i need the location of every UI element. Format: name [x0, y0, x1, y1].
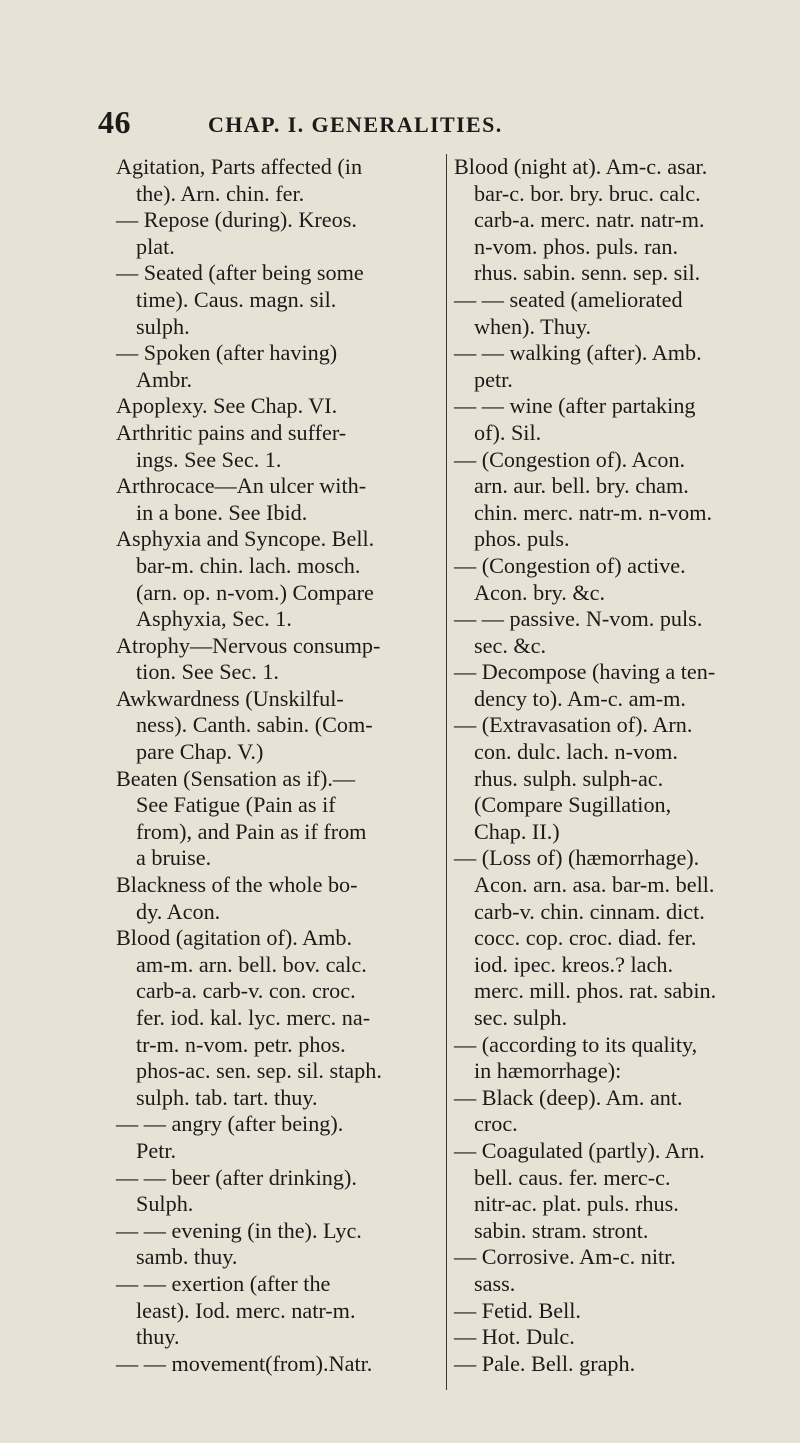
text-line: bar-c. bor. bry. bruc. calc.	[474, 180, 701, 206]
text-line: Apoplexy. See Chap. VI.	[116, 393, 338, 419]
text-line: — (Congestion of). Acon.	[454, 446, 686, 472]
text-line: sulph.	[136, 313, 190, 339]
text-line: least). Iod. merc. natr-m.	[136, 1297, 356, 1323]
text-line: of). Sil.	[474, 419, 542, 445]
text-line: pare Chap. V.)	[136, 739, 264, 765]
text-line: — — passive. N-vom. puls.	[454, 606, 703, 632]
text-line: carb-v. chin. cinnam. dict.	[474, 898, 705, 924]
text-line: sulph. tab. tart. thuy.	[136, 1084, 318, 1110]
text-line: — (Loss of) (hæmorrhage).	[454, 845, 700, 871]
text-line: — — wine (after partaking	[454, 393, 696, 419]
text-line: Blood (agitation of). Amb.	[116, 925, 353, 951]
text-line: — — movement(from).Natr.	[116, 1350, 373, 1376]
text-line: — Pale. Bell. graph.	[454, 1350, 636, 1376]
text-line: — Decompose (having a ten-	[454, 659, 716, 685]
text-line: (arn. op. n-vom.) Compare	[136, 579, 374, 605]
text-line: sass.	[474, 1270, 516, 1296]
text-line: Ambr.	[136, 366, 193, 392]
text-line: Arthrocace—An ulcer with-	[116, 473, 367, 499]
text-line: — Corrosive. Am-c. nitr.	[454, 1244, 676, 1270]
text-line: thuy.	[136, 1324, 180, 1350]
text-line: in hæmorrhage):	[474, 1058, 622, 1084]
text-line: Agitation, Parts affected (in	[116, 154, 363, 179]
text-line: arn. aur. bell. bry. cham.	[474, 473, 689, 499]
text-line: (Compare Sugillation,	[474, 792, 672, 818]
text-line: — Black (deep). Am. ant.	[454, 1084, 683, 1110]
text-line: sec. sulph.	[474, 1005, 568, 1030]
text-line: Beaten (Sensation as if).—	[116, 765, 356, 791]
text-line: phos. puls.	[474, 526, 570, 552]
text-line: Awkwardness (Unskilful-	[116, 685, 344, 711]
text-line: bar-m. chin. lach. mosch.	[136, 552, 361, 578]
text-line: in a bone. See Ibid.	[136, 499, 308, 525]
text-line: when). Thuy.	[474, 313, 592, 339]
text-line: iod. ipec. kreos.? lach.	[474, 951, 673, 977]
text-line: plat.	[136, 233, 175, 259]
text-line: carb-a. merc. natr. natr-m.	[474, 207, 705, 233]
text-line: ness). Canth. sabin. (Com-	[136, 712, 373, 738]
right-column	[454, 154, 792, 1377]
text-line: nitr-ac. plat. puls. rhus.	[474, 1191, 679, 1217]
text-line: — Spoken (after having)	[116, 340, 338, 366]
text-line: Petr.	[136, 1137, 177, 1163]
text-line: petr.	[474, 366, 513, 392]
column-divider	[446, 154, 447, 1390]
text-line: tion. See Sec. 1.	[136, 659, 279, 685]
running-title: CHAP. I. GENERALITIES.	[208, 112, 503, 137]
text-line: time). Caus. magn. sil.	[136, 286, 337, 312]
text-line: — Seated (after being some	[116, 260, 364, 286]
text-line: — — beer (after drinking).	[116, 1164, 357, 1190]
text-line: from), and Pain as if from	[136, 818, 367, 844]
text-line: fer. iod. kal. lyc. merc. na-	[136, 1005, 371, 1030]
text-line: a bruise.	[136, 845, 212, 871]
text-line: dency to). Am-c. am-m.	[474, 685, 686, 711]
text-line: bell. caus. fer. merc-c.	[474, 1164, 671, 1190]
text-line: — — angry (after being).	[116, 1111, 344, 1137]
text-line: phos-ac. sen. sep. sil. staph.	[136, 1058, 382, 1084]
text-line: sec. &c.	[474, 632, 547, 658]
text-line: cocc. cop. croc. diad. fer.	[474, 925, 697, 951]
text-line: carb-a. carb-v. con. croc.	[136, 978, 356, 1004]
page-number: 46	[98, 104, 131, 140]
text-line: Asphyxia, Sec. 1.	[136, 606, 292, 632]
text-line: Acon. arn. asa. bar-m. bell.	[474, 872, 715, 898]
text-line: rhus. sulph. sulph-ac.	[474, 765, 664, 791]
text-line: Atrophy—Nervous consump-	[116, 632, 381, 658]
text-line: — — evening (in the). Lyc.	[116, 1217, 362, 1243]
text-line: — — walking (after). Amb.	[454, 340, 702, 366]
left-column	[116, 154, 444, 1377]
text-line: — (Extravasation of). Arn.	[454, 712, 693, 738]
text-line: See Fatigue (Pain as if	[136, 792, 336, 818]
text-line: Blood (night at). Am-c. asar.	[454, 154, 708, 179]
text-line: — Repose (during). Kreos.	[116, 207, 357, 233]
page-header	[0, 104, 800, 144]
text-line: Acon. bry. &c.	[474, 579, 606, 605]
text-line: Arthritic pains and suffer-	[116, 419, 347, 445]
text-line: the). Arn. chin. fer.	[136, 180, 305, 206]
text-line: Asphyxia and Syncope. Bell.	[116, 526, 375, 552]
text-line: sabin. stram. stront.	[474, 1217, 649, 1243]
text-line: croc.	[474, 1111, 518, 1137]
text-line: — Fetid. Bell.	[454, 1297, 581, 1323]
text-line: — (according to its quality,	[454, 1031, 698, 1057]
text-line: Chap. II.)	[474, 818, 560, 844]
text-line: Sulph.	[136, 1191, 194, 1217]
text-line: Blackness of the whole bo-	[116, 872, 358, 898]
text-line: chin. merc. natr-m. n-vom.	[474, 499, 712, 525]
text-line: merc. mill. phos. rat. sabin.	[474, 978, 717, 1004]
text-line: tr-m. n-vom. petr. phos.	[136, 1031, 346, 1057]
text-line: am-m. arn. bell. bov. calc.	[136, 951, 367, 977]
text-line: dy. Acon.	[136, 898, 221, 924]
text-line: ings. See Sec. 1.	[136, 446, 282, 472]
text-line: con. dulc. lach. n-vom.	[474, 739, 678, 765]
text-line: n-vom. phos. puls. ran.	[474, 233, 678, 259]
text-line: — (Congestion of) active.	[454, 552, 686, 578]
text-line: — — seated (ameliorated	[454, 286, 683, 312]
text-line: — Coagulated (partly). Arn.	[454, 1137, 705, 1163]
text-line: — Hot. Dulc.	[454, 1324, 575, 1350]
text-line: samb. thuy.	[136, 1244, 238, 1270]
text-line: — — exertion (after the	[116, 1270, 331, 1296]
text-line: rhus. sabin. senn. sep. sil.	[474, 260, 701, 286]
